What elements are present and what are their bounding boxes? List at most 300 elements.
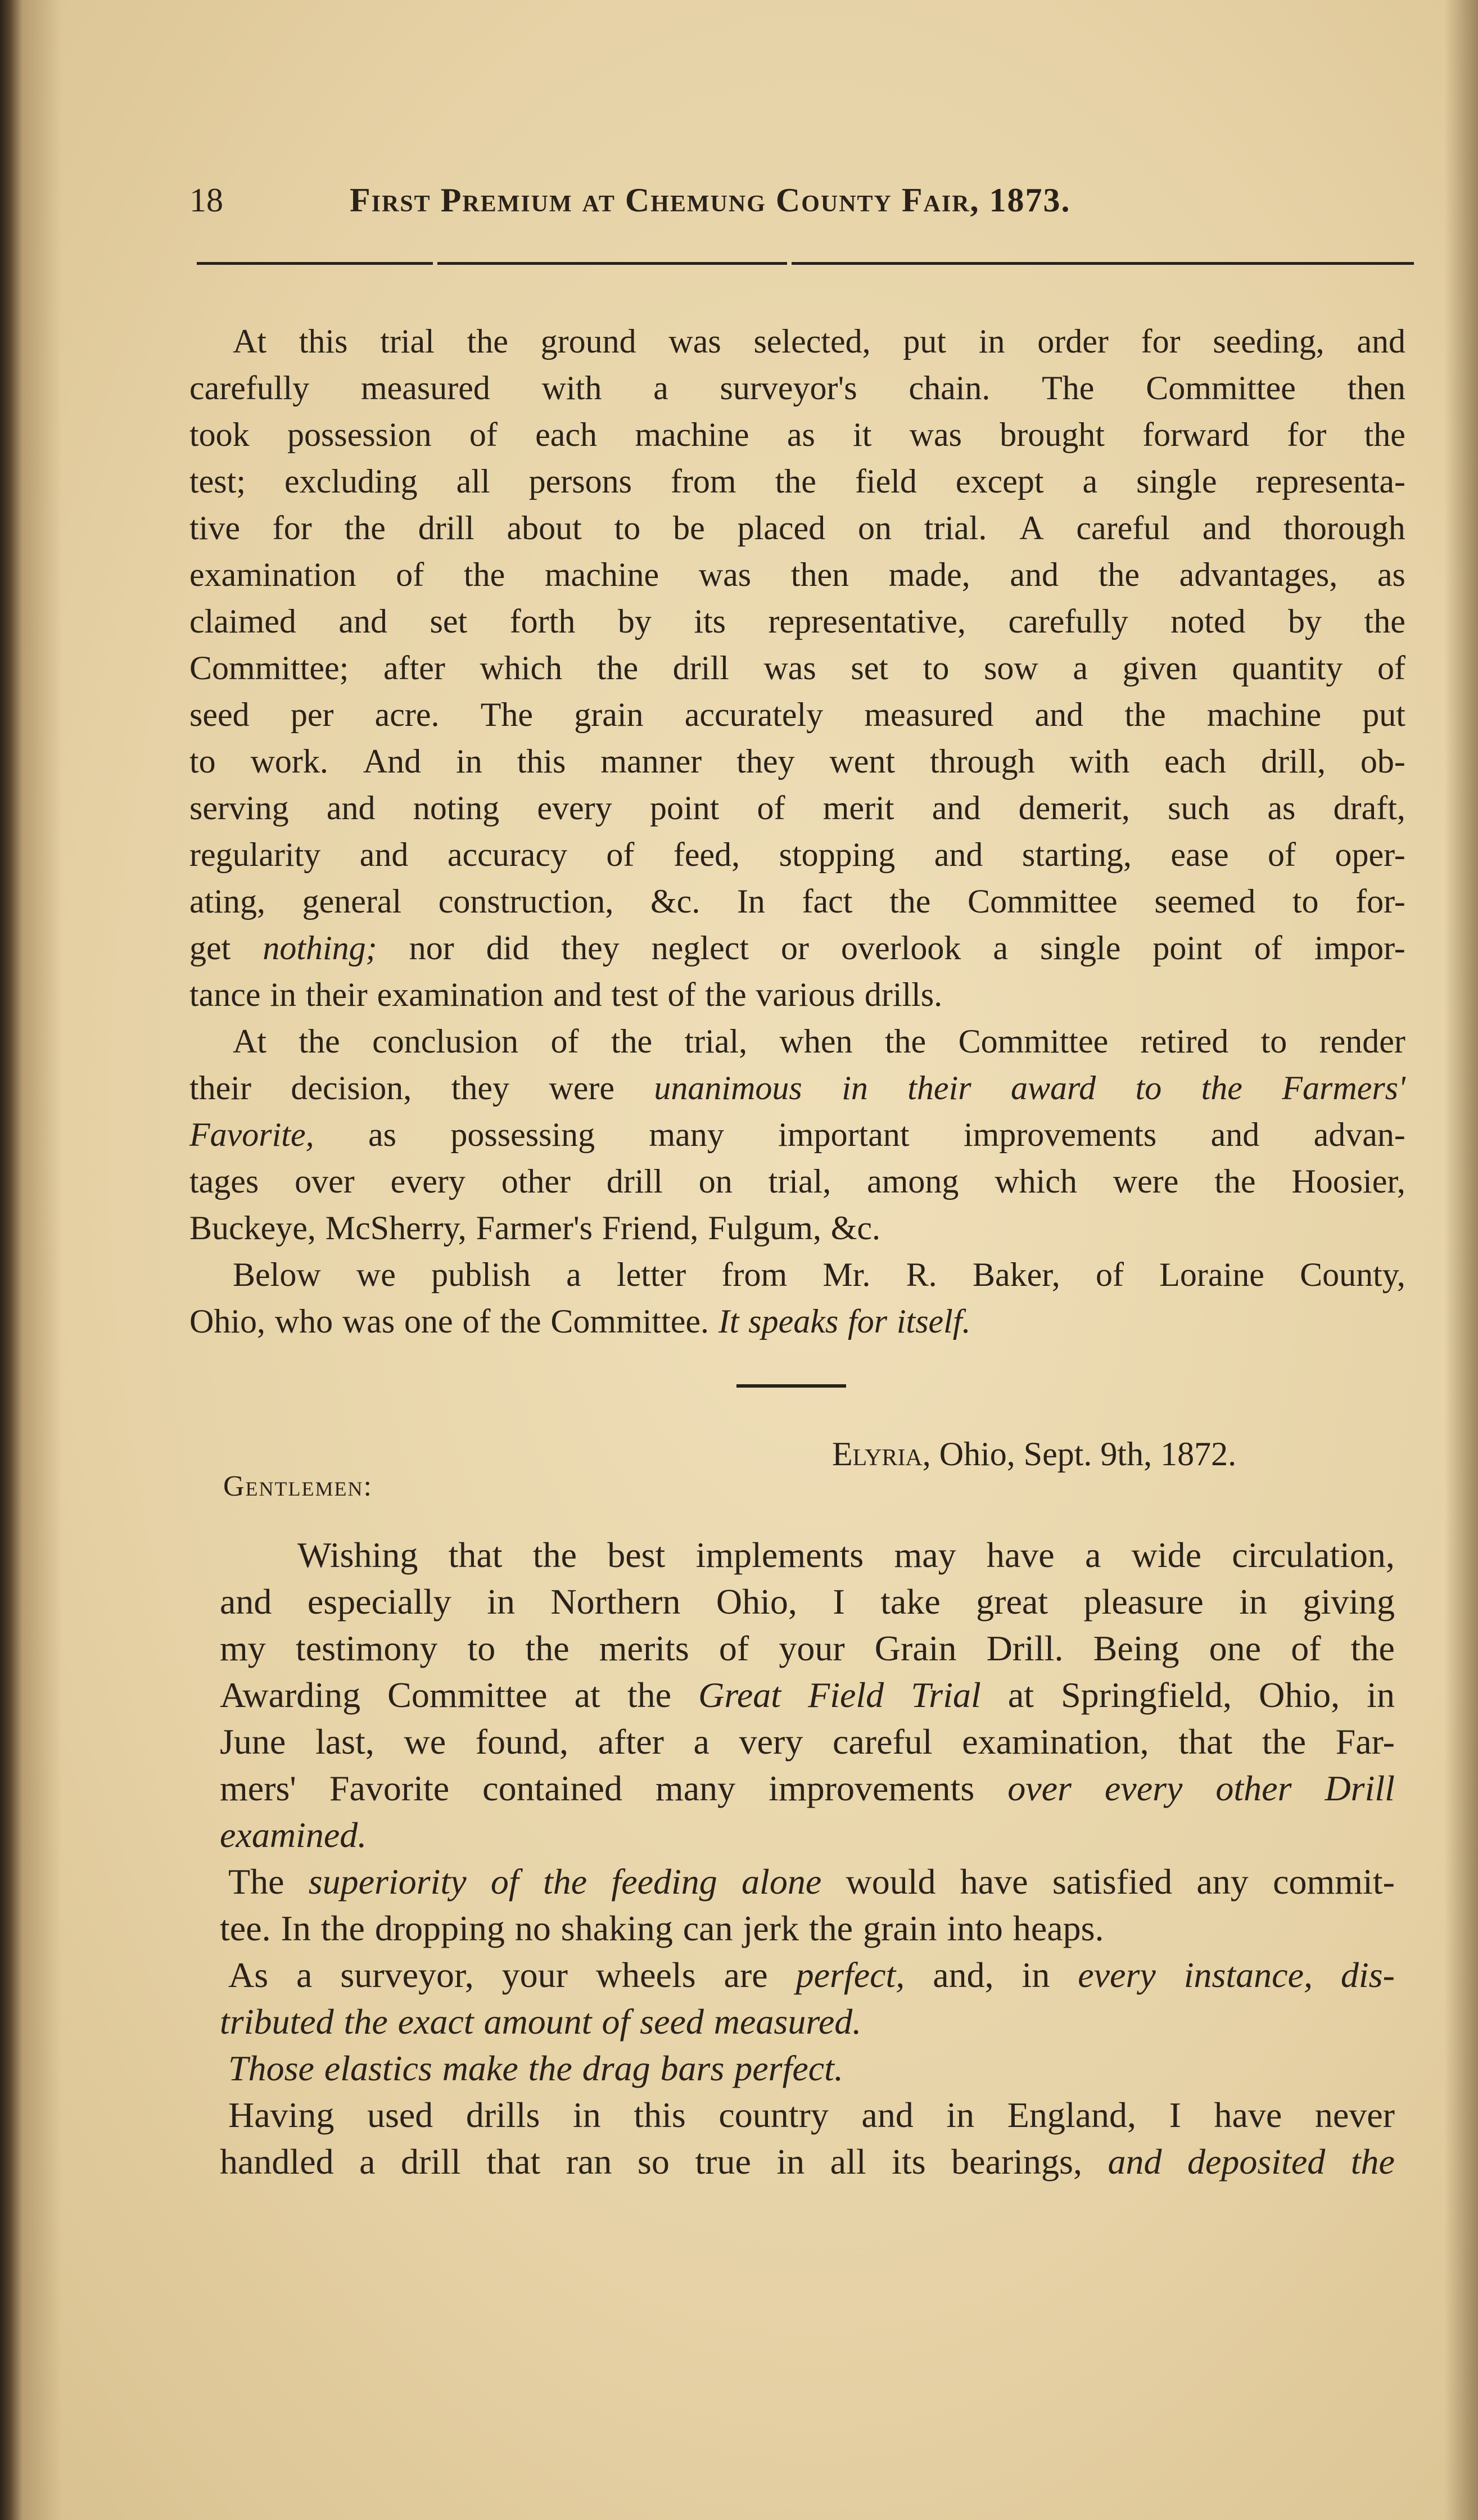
word: Having <box>228 2094 335 2135</box>
text-line <box>189 505 1405 552</box>
italic-word: in <box>842 1069 868 1107</box>
word: the <box>775 463 816 500</box>
italic-word: Drill <box>1325 1768 1395 1808</box>
word: after <box>598 1721 664 1762</box>
word: all <box>830 2141 866 2182</box>
word: get <box>189 929 231 967</box>
word: was <box>342 1303 395 1340</box>
word: of <box>718 1628 749 1668</box>
word: of <box>1291 1628 1321 1668</box>
word: carefully <box>189 369 310 407</box>
word: for <box>1287 416 1327 453</box>
word: the <box>532 1534 577 1575</box>
word: of <box>396 556 424 593</box>
word: a <box>693 1721 709 1762</box>
word: Far- <box>1335 1721 1395 1762</box>
italic-word: elastics <box>324 2048 432 2088</box>
text-line <box>189 1018 1405 1065</box>
page-number: 18 <box>189 182 223 219</box>
word: ease <box>1170 836 1229 873</box>
word: demerit, <box>1018 789 1130 827</box>
word: representative, <box>768 603 966 640</box>
word: At <box>233 1023 266 1060</box>
word: A <box>1019 509 1044 547</box>
word: careful <box>832 1721 933 1762</box>
word: and <box>553 976 602 1013</box>
word: In <box>736 883 765 920</box>
word: test <box>611 976 658 1013</box>
word: the <box>1364 603 1405 640</box>
word: of <box>550 1023 579 1060</box>
italic-word: nothing; <box>263 929 377 967</box>
text-line <box>189 1252 1405 1298</box>
text-line <box>220 1998 1395 2045</box>
word: Committee; <box>189 649 349 687</box>
word: the <box>1350 1628 1395 1668</box>
word: of <box>606 836 635 873</box>
word: as <box>787 416 815 453</box>
word: In <box>281 1908 311 1948</box>
word: and <box>1357 323 1405 360</box>
text-line <box>220 1672 1395 1718</box>
word: the <box>1124 696 1166 733</box>
italic-word: deposited <box>1187 2141 1326 2182</box>
word: when <box>779 1023 853 1060</box>
word: country <box>718 2094 829 2135</box>
word: may <box>894 1534 956 1575</box>
text-line <box>189 1158 1405 1205</box>
word: heaps. <box>1013 1908 1104 1948</box>
italic-word: the <box>343 2001 388 2042</box>
text-line <box>189 785 1405 832</box>
word: in <box>978 323 1005 360</box>
word: best <box>607 1534 666 1575</box>
word: no <box>514 1908 551 1948</box>
word: a <box>359 2141 376 2182</box>
word: to <box>467 1628 496 1668</box>
word: and <box>934 836 983 873</box>
word: persons <box>528 463 632 500</box>
word: of <box>469 416 498 453</box>
word: examination, <box>962 1721 1149 1762</box>
word: handled <box>220 2141 334 2182</box>
word: ating, <box>189 883 265 920</box>
word: possessing <box>450 1116 595 1153</box>
word: order <box>1037 323 1109 360</box>
letter-dateline <box>832 1435 1236 1474</box>
word: especially <box>307 1581 451 1622</box>
word: it <box>853 416 872 453</box>
word: and, <box>933 1954 994 1995</box>
word: drills. <box>864 976 943 1013</box>
word: then <box>790 556 849 593</box>
word: in <box>487 1581 515 1622</box>
word: as <box>368 1116 396 1153</box>
word: after <box>383 649 445 687</box>
word: in <box>1367 1674 1395 1715</box>
word: single <box>1040 929 1121 967</box>
word: of <box>757 789 785 827</box>
word: careful <box>1076 509 1170 547</box>
word: put <box>903 323 947 360</box>
word: point <box>1152 929 1222 967</box>
word: &c. <box>650 883 700 920</box>
word: chain. <box>909 369 991 407</box>
word: County, <box>1300 1256 1405 1293</box>
italic-word: speaks <box>748 1303 839 1340</box>
text-line <box>189 1112 1405 1158</box>
italic-word: perfect. <box>734 2048 843 2088</box>
word: take <box>880 1581 941 1622</box>
word: a <box>653 369 668 407</box>
word: their <box>189 1069 251 1107</box>
word: various <box>756 976 856 1013</box>
word: work. <box>250 743 328 780</box>
word: As <box>228 1954 269 1995</box>
word: one <box>404 1303 453 1340</box>
word: each <box>535 416 598 453</box>
word: noted <box>1170 603 1246 640</box>
word: machine <box>544 556 659 593</box>
word: Ohio, <box>716 1581 797 1622</box>
word: other <box>501 1163 571 1200</box>
word: impor- <box>1314 929 1405 967</box>
word: of <box>1096 1256 1124 1293</box>
word: Fulgum, <box>708 1209 821 1247</box>
word: placed <box>737 509 826 547</box>
word: trial. <box>924 509 987 547</box>
italic-word: itself. <box>896 1303 971 1340</box>
word: made, <box>888 556 970 593</box>
word: and <box>1202 509 1251 547</box>
word: Ohio, <box>1259 1674 1340 1715</box>
word: the <box>500 1303 541 1340</box>
word: the <box>344 509 386 547</box>
word: R. <box>906 1256 937 1293</box>
text-line <box>220 1858 1395 1905</box>
word: many <box>655 1768 736 1808</box>
paragraph <box>220 2092 1395 2185</box>
word: trial, <box>684 1023 748 1060</box>
word: &c. <box>830 1209 881 1247</box>
word: the <box>627 1674 672 1715</box>
paragraph <box>220 1952 1395 2045</box>
word: machine <box>635 416 749 453</box>
word: measured <box>360 369 490 407</box>
word: Mr. <box>822 1256 871 1293</box>
word: merits <box>599 1628 689 1668</box>
word: the <box>1214 1163 1256 1200</box>
word: with <box>541 369 602 407</box>
word: in <box>946 2094 975 2135</box>
word: accuracy <box>447 836 567 873</box>
word: every <box>537 789 612 827</box>
word: by <box>617 603 652 640</box>
word: the <box>299 1023 340 1060</box>
word: can <box>682 1908 733 1948</box>
word: which <box>995 1163 1077 1200</box>
italic-word: instance, <box>1183 1954 1313 1995</box>
word: overlook <box>841 929 961 967</box>
word: which <box>480 649 563 687</box>
word: each <box>1164 743 1227 780</box>
italic-word: every <box>1078 1954 1156 1995</box>
word: put <box>1362 696 1405 733</box>
word: single <box>1136 463 1217 500</box>
word: letter <box>616 1256 686 1293</box>
word: the <box>889 883 931 920</box>
word: was <box>668 323 721 360</box>
word: acre. <box>374 696 440 733</box>
word: feed, <box>673 836 740 873</box>
word: your <box>779 1628 845 1668</box>
word: or <box>781 929 810 967</box>
word: drill <box>418 509 474 547</box>
text-line <box>220 1578 1395 1625</box>
word: measured <box>864 696 994 733</box>
word: on <box>698 1163 733 1200</box>
word: examination <box>189 556 356 593</box>
word: The <box>1042 369 1095 407</box>
word: was <box>909 416 962 453</box>
word: Hoosier, <box>1291 1163 1405 1200</box>
italic-word: the <box>543 1861 587 1902</box>
word: one <box>1209 1628 1262 1668</box>
italic-word: over <box>1007 1768 1072 1808</box>
word: and <box>338 603 388 640</box>
text-line <box>189 365 1405 412</box>
italic-word: tributed <box>220 2001 334 2042</box>
running-title: First Premium at Chemung County Fair, 1873. <box>350 182 1071 219</box>
word: Springfield, <box>1061 1674 1232 1715</box>
word: the <box>463 556 505 593</box>
italic-word: exact <box>397 2001 474 2042</box>
word: pleasure <box>1083 1581 1204 1622</box>
word: in <box>1239 1581 1267 1622</box>
word: last, <box>315 1721 374 1762</box>
text-line <box>189 318 1405 365</box>
word: for <box>272 509 312 547</box>
word: publish <box>431 1256 531 1293</box>
word: starting, <box>1022 836 1132 873</box>
word: drills <box>465 2094 540 2135</box>
word: The <box>480 696 534 733</box>
word: Committee <box>387 1674 548 1715</box>
word: over <box>295 1163 355 1200</box>
word: drill <box>401 2141 461 2182</box>
word: selected, <box>753 323 871 360</box>
word: advantages, <box>1179 556 1338 593</box>
word: quantity <box>1232 649 1343 687</box>
word: did <box>486 929 530 967</box>
word: and <box>1034 696 1084 733</box>
text-line <box>189 412 1405 458</box>
word: Awarding <box>220 1674 361 1715</box>
word: accurately <box>684 696 824 733</box>
italic-word: of <box>490 1861 519 1902</box>
word: grain <box>574 696 644 733</box>
word: I <box>1169 2094 1181 2135</box>
word: was <box>763 649 816 687</box>
word: a <box>296 1954 313 1995</box>
word: Buckeye, <box>189 1209 316 1247</box>
running-header <box>189 181 1409 232</box>
word: serving <box>189 789 289 827</box>
word: Baker, <box>972 1256 1060 1293</box>
word: bearings, <box>951 2141 1082 2182</box>
paragraph <box>189 1252 1405 1345</box>
word: for <box>1141 323 1181 360</box>
italic-word: award <box>1011 1069 1096 1107</box>
word: seed <box>189 696 250 733</box>
word: a <box>1084 1534 1101 1575</box>
word: construction, <box>438 883 614 920</box>
word: possession <box>287 416 432 453</box>
word: such <box>1168 789 1230 827</box>
word: the <box>1098 556 1140 593</box>
text-line <box>220 2092 1395 2138</box>
text-line <box>189 1298 1405 1345</box>
word: Wishing <box>297 1534 418 1575</box>
word: were <box>549 1069 615 1107</box>
word: they <box>451 1069 510 1107</box>
word: have <box>986 1534 1055 1575</box>
word: commit- <box>1273 1861 1395 1902</box>
italic-word: It <box>718 1303 739 1340</box>
italic-word: examined. <box>220 1814 367 1855</box>
word: of <box>1377 649 1405 687</box>
word: ground <box>540 323 636 360</box>
word: in <box>270 976 297 1013</box>
text-line <box>220 1952 1395 1998</box>
word: circulation, <box>1232 1534 1395 1575</box>
italic-word: dis- <box>1340 1954 1395 1995</box>
paragraph <box>189 318 1405 1018</box>
word: so <box>637 2141 670 2182</box>
word: jerk <box>743 1908 799 1948</box>
word: testimony <box>295 1628 438 1668</box>
word: giving <box>1303 1581 1395 1622</box>
word: to <box>1292 883 1319 920</box>
word: the <box>525 1628 569 1668</box>
word: to <box>923 649 950 687</box>
word: I <box>833 1581 845 1622</box>
word: surveyor's <box>720 369 857 407</box>
word: representa- <box>1255 463 1405 500</box>
word: took <box>189 416 250 453</box>
word: except <box>955 463 1044 500</box>
word: great <box>976 1581 1048 1622</box>
word: of <box>667 976 696 1013</box>
text-line <box>189 458 1405 505</box>
text-line <box>189 1065 1405 1112</box>
word: and <box>861 2094 914 2135</box>
word: very <box>739 1721 803 1762</box>
italic-word: make <box>442 2048 518 2088</box>
word: were <box>1113 1163 1179 1200</box>
word: the <box>705 976 747 1013</box>
word: seeding, <box>1213 323 1325 360</box>
word: the <box>808 1908 853 1948</box>
word: at <box>574 1674 600 1715</box>
word: tee. <box>220 1908 271 1948</box>
text-line <box>189 552 1405 598</box>
italic-word: perfect, <box>796 1954 905 1995</box>
word: Below <box>233 1256 321 1293</box>
text-line <box>220 1905 1395 1952</box>
word: this <box>299 323 348 360</box>
dateline-place: Elyria, <box>832 1435 931 1473</box>
word: through <box>929 743 1035 780</box>
word: tive <box>189 509 240 547</box>
text-line <box>189 1205 1405 1252</box>
letter-text <box>220 1532 1395 2185</box>
word: render <box>1319 1023 1405 1060</box>
word: Drill. <box>986 1628 1064 1668</box>
word: sow <box>984 649 1038 687</box>
word: and <box>220 1581 272 1622</box>
text-line <box>189 645 1405 692</box>
word: would <box>846 1861 936 1902</box>
word: The <box>228 1861 284 1902</box>
word: of <box>462 1303 491 1340</box>
word: as <box>1267 789 1296 827</box>
word: a <box>993 929 1008 967</box>
italic-word: and <box>1108 2141 1162 2182</box>
word: in <box>1022 1954 1050 1995</box>
word: machine <box>1206 696 1322 733</box>
word: set <box>430 603 468 640</box>
word: claimed <box>189 603 296 640</box>
italic-word: the <box>528 2048 572 2088</box>
word: Northern <box>550 1581 681 1622</box>
italic-word: other <box>1215 1768 1292 1808</box>
italic-word: Favorite, <box>189 1116 314 1153</box>
word: Farmer's <box>476 1209 593 1247</box>
word: McSherry, <box>325 1209 467 1247</box>
word: any <box>1196 1861 1249 1902</box>
body-text <box>189 318 1405 1345</box>
word: given <box>1122 649 1198 687</box>
text-line <box>220 1625 1395 1672</box>
italic-word: unanimous <box>654 1069 802 1107</box>
italic-word: every <box>1104 1768 1183 1808</box>
text-line <box>220 1765 1395 1812</box>
word: the <box>611 1023 653 1060</box>
italic-word: seed <box>640 2001 704 2042</box>
italic-word: Those <box>228 2048 314 2088</box>
word: to <box>614 509 641 547</box>
word: in <box>572 2094 601 2135</box>
word: the <box>884 1023 926 1060</box>
word: by <box>1288 603 1322 640</box>
word: my <box>220 1628 266 1668</box>
word: Being <box>1093 1628 1179 1668</box>
word: contained <box>482 1768 622 1808</box>
text-line <box>189 738 1405 785</box>
paragraph <box>189 1018 1405 1252</box>
word: Ohio, <box>189 1303 265 1340</box>
word: that <box>448 1534 503 1575</box>
italic-word: Farmers' <box>1282 1069 1405 1107</box>
word: per <box>290 696 334 733</box>
text-line <box>220 2045 1395 2092</box>
word: regularity <box>189 836 321 873</box>
word: forth <box>509 603 576 640</box>
italic-word: for <box>848 1303 888 1340</box>
word: a <box>1073 649 1088 687</box>
word: they <box>561 929 620 967</box>
